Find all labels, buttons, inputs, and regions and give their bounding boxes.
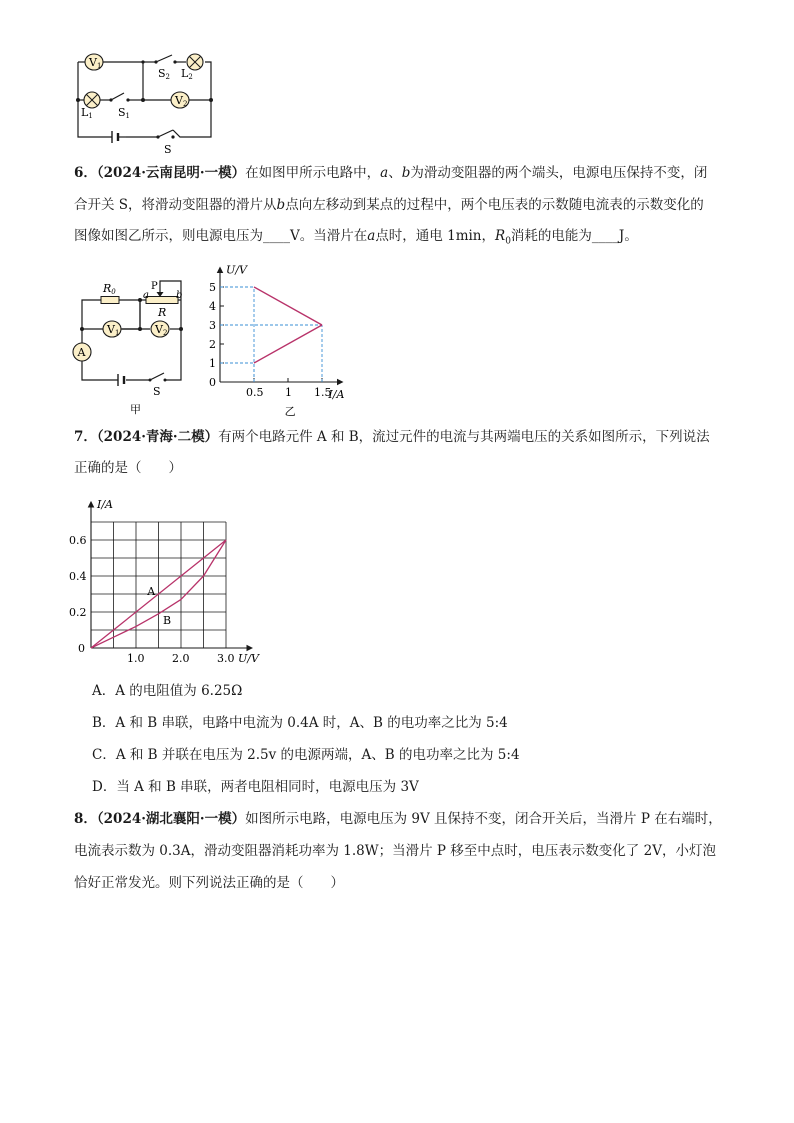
answer-blank-voltage[interactable]: ____ (263, 228, 290, 244)
q8-text: 恰好正常发光。则下列说法正确的是（ ） (74, 875, 344, 891)
q6-line-2 (74, 196, 704, 214)
q6-text: 在如图甲所示电路中， (245, 165, 381, 181)
q7-number: 7． (74, 429, 97, 445)
q7-line-1 (74, 428, 710, 446)
chart-ab (66, 484, 276, 670)
q8-text: 电流表示数为 0.3A，滑动变阻器消耗功率为 1.8W；当滑片 P 移至中点时，电压表示数变化了 2V，小灯泡 (74, 843, 716, 859)
x-tick-label: 1 (285, 386, 292, 399)
y-tick-label: 0 (209, 376, 216, 389)
voltmeter-v1-icon (103, 321, 121, 337)
option-a[interactable]: A．A 的电阻值为 6.25Ω (92, 683, 243, 699)
voltmeter-v1-icon (85, 54, 103, 70)
svg-text:V1: V1 (107, 323, 120, 337)
series-label-b: B (163, 614, 172, 627)
q8-line-1 (74, 810, 722, 828)
figure-caption-yi: 乙 (284, 405, 296, 418)
q8-text: 如图所示电路，电源电压为 9V 且保持不变，闭合开关后，当滑片 P 在右端时， (245, 811, 722, 827)
q6-var-b: b (276, 197, 286, 213)
label-l1: L1 (81, 106, 93, 120)
q6-var-b: b (401, 165, 411, 181)
q6-line-1 (74, 164, 707, 182)
x-tick-label: 3.0 (217, 652, 235, 665)
label-b: b (176, 290, 183, 301)
q6-var-a: a (367, 228, 376, 244)
q6-text: V。当滑片在 (290, 228, 368, 244)
voltmeter-v2-icon (151, 321, 169, 337)
label-s1: S1 (118, 106, 131, 120)
q6-text: 点向左移动到某点的过程中，两个电压表的示数随电流表的示数变化的 (285, 197, 704, 213)
series-line-1 (254, 287, 322, 325)
option-d[interactable]: D．当 A 和 B 串联，两者电阻相同时，电源电压为 3V (92, 779, 419, 795)
y-axis-label: U/V (226, 263, 247, 277)
series-line-2 (254, 325, 322, 363)
label-s: S (164, 143, 172, 156)
q6-var-r0-sub: 0 (505, 236, 511, 247)
x-tick-label: 1.5 (314, 386, 332, 399)
y-tick-label: 3 (209, 319, 216, 332)
label-l2: L2 (181, 67, 193, 81)
x-tick-label: 0.5 (246, 386, 264, 399)
answer-blank-energy[interactable]: ____ (591, 228, 619, 244)
q8-line-3 (74, 874, 344, 892)
q6-text: 点时，通电 1min， (375, 228, 496, 244)
y-tick-label: 4 (209, 300, 216, 313)
y-tick-label: 0.4 (69, 570, 87, 583)
svg-text:V2: V2 (155, 323, 168, 337)
q7-source: （2024·青海·二模） (96, 429, 219, 445)
q6-sep: 、 (388, 165, 402, 181)
y-tick-label: 0.6 (69, 534, 87, 547)
chart-yi (200, 252, 380, 422)
q7-line-2 (74, 459, 182, 477)
y-tick-label: 2 (209, 338, 216, 351)
y-tick-label: 1 (209, 357, 216, 370)
rheostat-icon (146, 292, 178, 304)
option-b[interactable]: B．A 和 B 串联，电路中电流为 0.4A 时，A、B 的电功率之比为 5:4 (92, 715, 508, 731)
q6-source: （2024·云南昆明·一模） (96, 165, 246, 181)
q6-number: 6． (74, 165, 97, 181)
x-tick-label: 1.0 (127, 652, 145, 665)
label-s2: S2 (158, 67, 171, 81)
label-r: R (158, 306, 167, 319)
svg-text:V2: V2 (175, 94, 188, 108)
voltmeter-v2-icon (171, 92, 189, 108)
label-p: P (151, 281, 158, 292)
q6-var-r0: R (495, 228, 506, 244)
resistor-r0-icon (101, 297, 119, 304)
circuit-figure-top (66, 44, 226, 158)
q6-text: J。 (618, 228, 638, 244)
q7-text: 正确的是（ ） (74, 460, 182, 476)
figure-caption-jia: 甲 (130, 403, 141, 416)
label-a: a (143, 290, 149, 301)
y-tick-label: 0 (78, 642, 85, 655)
q6-line-3 (74, 227, 638, 251)
series-label-a: A (147, 585, 156, 598)
q6-text: 合开关 S，将滑动变阻器的滑片从 (74, 197, 277, 213)
svg-text:A: A (77, 346, 86, 359)
label-s: S (153, 385, 161, 398)
q6-text: 为滑动变阻器的两个端头，电源电压保持不变，闭 (410, 165, 708, 181)
q8-line-2 (74, 842, 716, 860)
q7-text: 有两个电路元件 A 和 B，流过元件的电流与其两端电压的关系如图所示，下列说法 (218, 429, 710, 445)
q6-var-a: a (380, 165, 389, 181)
circuit-figure-jia (68, 270, 198, 420)
x-tick-label: 2.0 (172, 652, 190, 665)
ammeter-icon (73, 343, 91, 361)
y-tick-label: 5 (209, 281, 216, 294)
q6-text: 消耗的电能为 (510, 228, 592, 244)
lamp-l2-icon (187, 54, 203, 70)
q6-text: 图像如图乙所示，则电源电压为 (74, 228, 263, 244)
y-tick-label: 0.2 (69, 606, 87, 619)
option-c[interactable]: C．A 和 B 并联在电压为 2.5v 的电源两端，A、B 的电功率之比为 5:4 (92, 747, 520, 763)
q8-source: （2024·湖北襄阳·一模） (96, 811, 246, 827)
y-axis-label: I/A (97, 498, 113, 511)
q8-number: 8． (74, 811, 97, 827)
x-axis-label: U/V (238, 652, 259, 665)
x-axis-label: I/A (328, 388, 345, 401)
battery-icon (118, 374, 124, 386)
svg-text:V1: V1 (89, 56, 102, 70)
label-r0: R0 (103, 282, 116, 296)
